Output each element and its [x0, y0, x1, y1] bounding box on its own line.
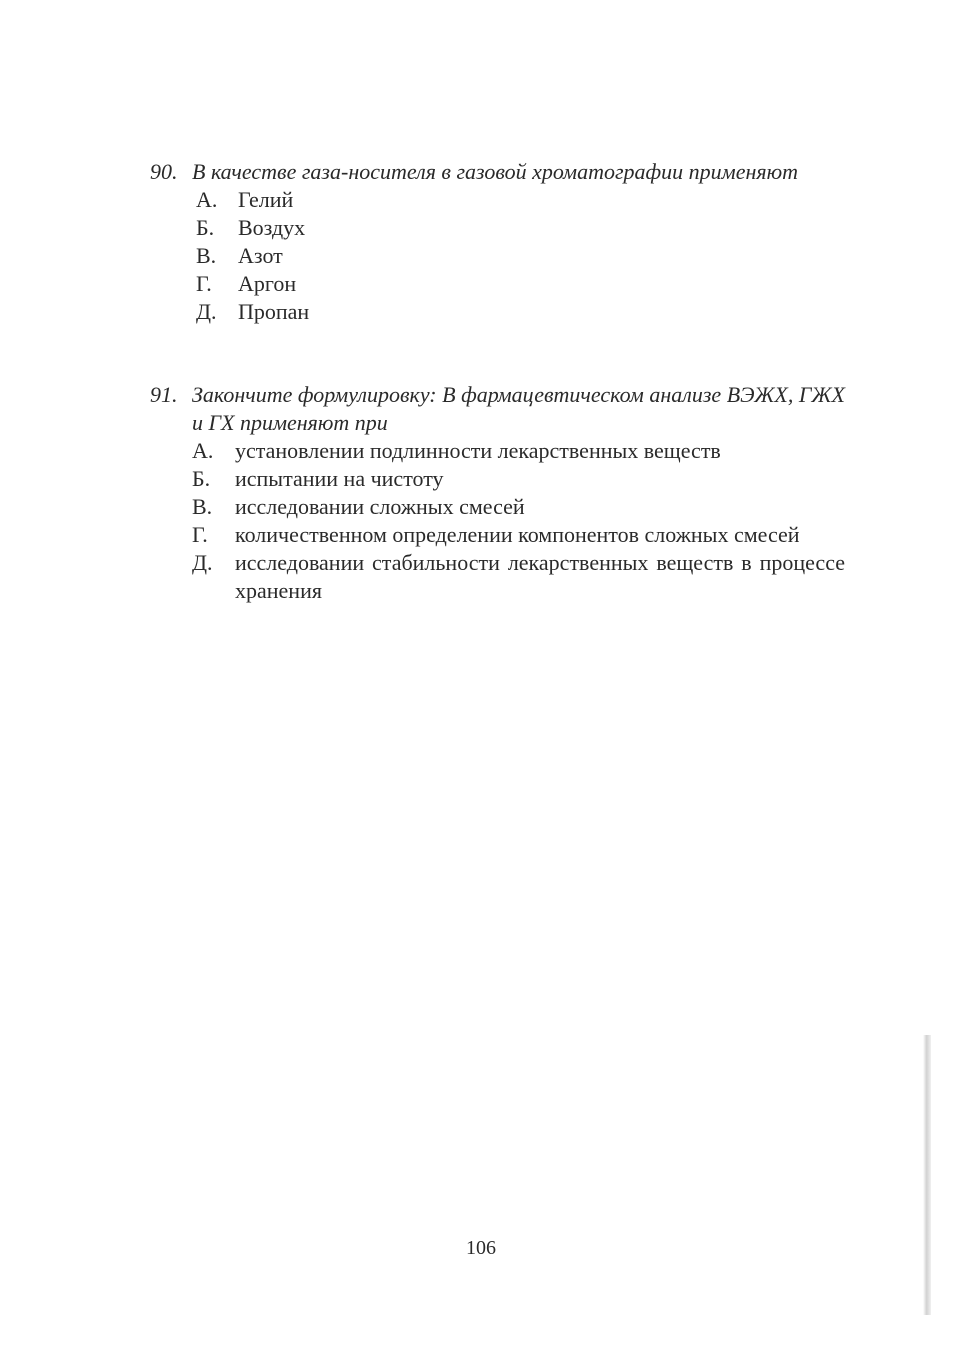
answer-option: [192, 437, 845, 465]
answer-option: [192, 493, 845, 521]
option-text: исследовании сложных смесей: [235, 494, 525, 519]
option-letter: В.: [192, 494, 213, 519]
option-text: установлении подлинности лекарственных веществ: [235, 438, 721, 463]
option-letter: Г.: [192, 522, 208, 547]
question-text: В качестве газа-носителя в газовой хроматографии применяют: [192, 159, 799, 184]
option-text: Аргон: [238, 271, 297, 296]
option-letter: А.: [192, 438, 214, 463]
option-letter: Б.: [196, 215, 215, 240]
question-text: Закончите формулировку: В фармацевтическом анализе ВЭЖХ, ГЖХ и ГХ применяют при: [192, 382, 845, 435]
question-number: 91.: [150, 382, 178, 407]
option-text: Азот: [238, 243, 283, 268]
answer-option: [192, 549, 845, 605]
option-text: Пропан: [238, 299, 310, 324]
question-stem: [150, 381, 845, 437]
answer-option: [196, 186, 845, 214]
answer-option: [192, 521, 845, 549]
option-letter: Д.: [196, 299, 217, 324]
answer-option: [196, 270, 845, 298]
answer-option: [196, 242, 845, 270]
option-letter: Д.: [192, 550, 213, 575]
option-letter: Б.: [192, 466, 211, 491]
question-91: [150, 381, 845, 605]
option-text: испытании на чистоту: [235, 466, 444, 491]
answer-option: [196, 298, 845, 326]
option-letter: В.: [196, 243, 217, 268]
option-text: исследовании стабильности лекарственных веществ в процессе хранения: [235, 550, 845, 603]
page-edge-shadow: [923, 1035, 931, 1315]
answer-option: [196, 214, 845, 242]
option-text: Воздух: [238, 215, 306, 240]
question-90: [150, 158, 845, 326]
option-letter: А.: [196, 187, 218, 212]
option-letter: Г.: [196, 271, 212, 296]
question-number: 90.: [150, 159, 178, 184]
question-stem: [150, 158, 845, 186]
answer-options: [196, 186, 845, 326]
option-text: количественном определении компонентов сложных смесей: [235, 522, 800, 547]
answer-option: [192, 465, 845, 493]
option-text: Гелий: [238, 187, 294, 212]
page-number: 106: [466, 1237, 496, 1259]
answer-options: [192, 437, 845, 605]
